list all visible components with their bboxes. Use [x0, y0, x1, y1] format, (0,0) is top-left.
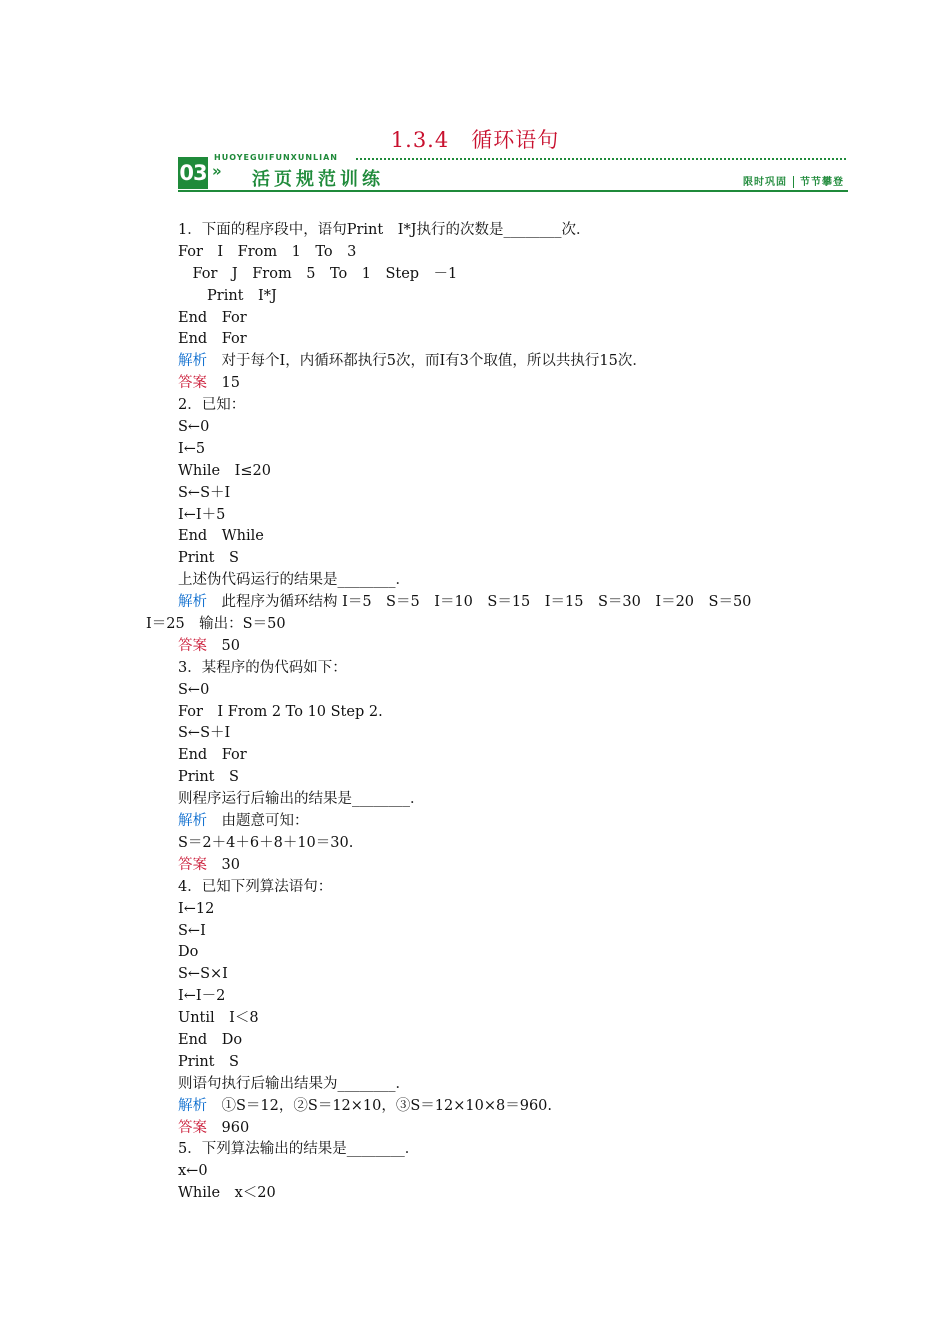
text-line: Do — [178, 944, 199, 961]
text-line: I←12 — [178, 900, 215, 917]
text-line: 则语句执行后输出结果为________． — [178, 1075, 410, 1092]
text-line: End For — [178, 747, 247, 764]
text-line: S←I — [178, 922, 206, 939]
text-line: I←5 — [178, 440, 206, 457]
text-line: 3．某程序的伪代码如下： — [178, 659, 347, 676]
analysis-tag: 解析 — [178, 813, 207, 830]
page-title: 1.3.4 循环语句 — [390, 128, 560, 152]
text-line: For I From 2 To 10 Step 2. — [178, 703, 383, 720]
answer-tag: 答案 — [178, 856, 207, 873]
banner-dotted-rule — [356, 158, 846, 160]
banner-label: 活页规范训练 — [252, 169, 384, 190]
text-line: 解析 由题意可知： — [178, 813, 309, 830]
text-line: S←0 — [178, 419, 210, 436]
text-line: I←I＋5 — [178, 506, 226, 523]
answer-tag: 答案 — [178, 1119, 207, 1136]
text-line: While I≤20 — [178, 462, 271, 479]
text-line: Until I＜8 — [178, 1010, 259, 1027]
answer-tag: 答案 — [178, 375, 207, 392]
text-line: End While — [178, 528, 264, 545]
banner-right-tags — [743, 173, 844, 188]
text-line: S＝2＋4＋6＋8＋10＝30. — [178, 834, 354, 851]
answer-tag: 答案 — [178, 637, 207, 654]
text-line: 答案 15 — [178, 375, 240, 392]
banner-separator — [793, 176, 794, 188]
text-line: 4．已知下列算法语句： — [178, 878, 333, 895]
analysis-tag: 解析 — [178, 353, 207, 370]
text-line: For I From 1 To 3 — [178, 243, 357, 260]
text-line: While x＜20 — [178, 1185, 276, 1202]
text-line: I＝25 输出：S＝50 — [146, 616, 286, 633]
text-line: 则程序运行后输出的结果是________． — [178, 791, 425, 808]
analysis-tag: 解析 — [178, 1097, 207, 1114]
section-number-badge: 03 — [178, 157, 208, 189]
text-line: 解析 对于每个I，内循环都执行5次，而I有3个取值，所以共执行15次． — [178, 353, 647, 370]
text-line: 答案 30 — [178, 856, 240, 873]
text-line: x←0 — [178, 1163, 208, 1180]
analysis-tag: 解析 — [178, 594, 207, 611]
text-line: S←S＋I — [178, 484, 231, 501]
text-line: 解析 此程序为循环结构 I＝5 S＝5 I＝10 S＝15 I＝15 S＝30 I＝20 S＝50 — [178, 594, 752, 611]
text-line: 2．已知： — [178, 397, 246, 414]
text-line: S←S＋I — [178, 725, 231, 742]
banner-pinyin: HUOYEGUIFUNXUNLIAN — [214, 153, 338, 162]
text-line: Print S — [178, 769, 239, 786]
text-line: Print I*J — [178, 287, 277, 304]
text-line: End For — [178, 331, 247, 348]
text-line: 答案 50 — [178, 637, 240, 654]
text-line: 上述伪代码运行的结果是________． — [178, 572, 410, 589]
banner-tag-b: 节节攀登 — [800, 177, 844, 188]
text-line: Print S — [178, 550, 239, 567]
text-line: End For — [178, 309, 247, 326]
banner-rule — [178, 190, 848, 192]
text-line: Print S — [178, 1053, 239, 1070]
text-line: 解析 ①S＝12，②S＝12×10，③S＝12×10×8＝960. — [178, 1097, 553, 1114]
text-line: End Do — [178, 1031, 243, 1048]
text-line: S←S×I — [178, 966, 228, 983]
text-line: For J From 5 To 1 Step －1 — [178, 265, 458, 282]
banner-tag-a: 限时巩固 — [743, 177, 787, 188]
text-line: I←I－2 — [178, 988, 226, 1005]
section-banner — [178, 153, 848, 193]
text-line: 5．下列算法输出的结果是________． — [178, 1141, 420, 1158]
text-line: S←0 — [178, 681, 210, 698]
exercise-content — [146, 220, 846, 1205]
double-chevron-icon: » — [212, 162, 222, 180]
text-line: 答案 960 — [178, 1119, 250, 1136]
text-line: 1．下面的程序段中，语句Print I*J执行的次数是________次． — [178, 222, 591, 238]
